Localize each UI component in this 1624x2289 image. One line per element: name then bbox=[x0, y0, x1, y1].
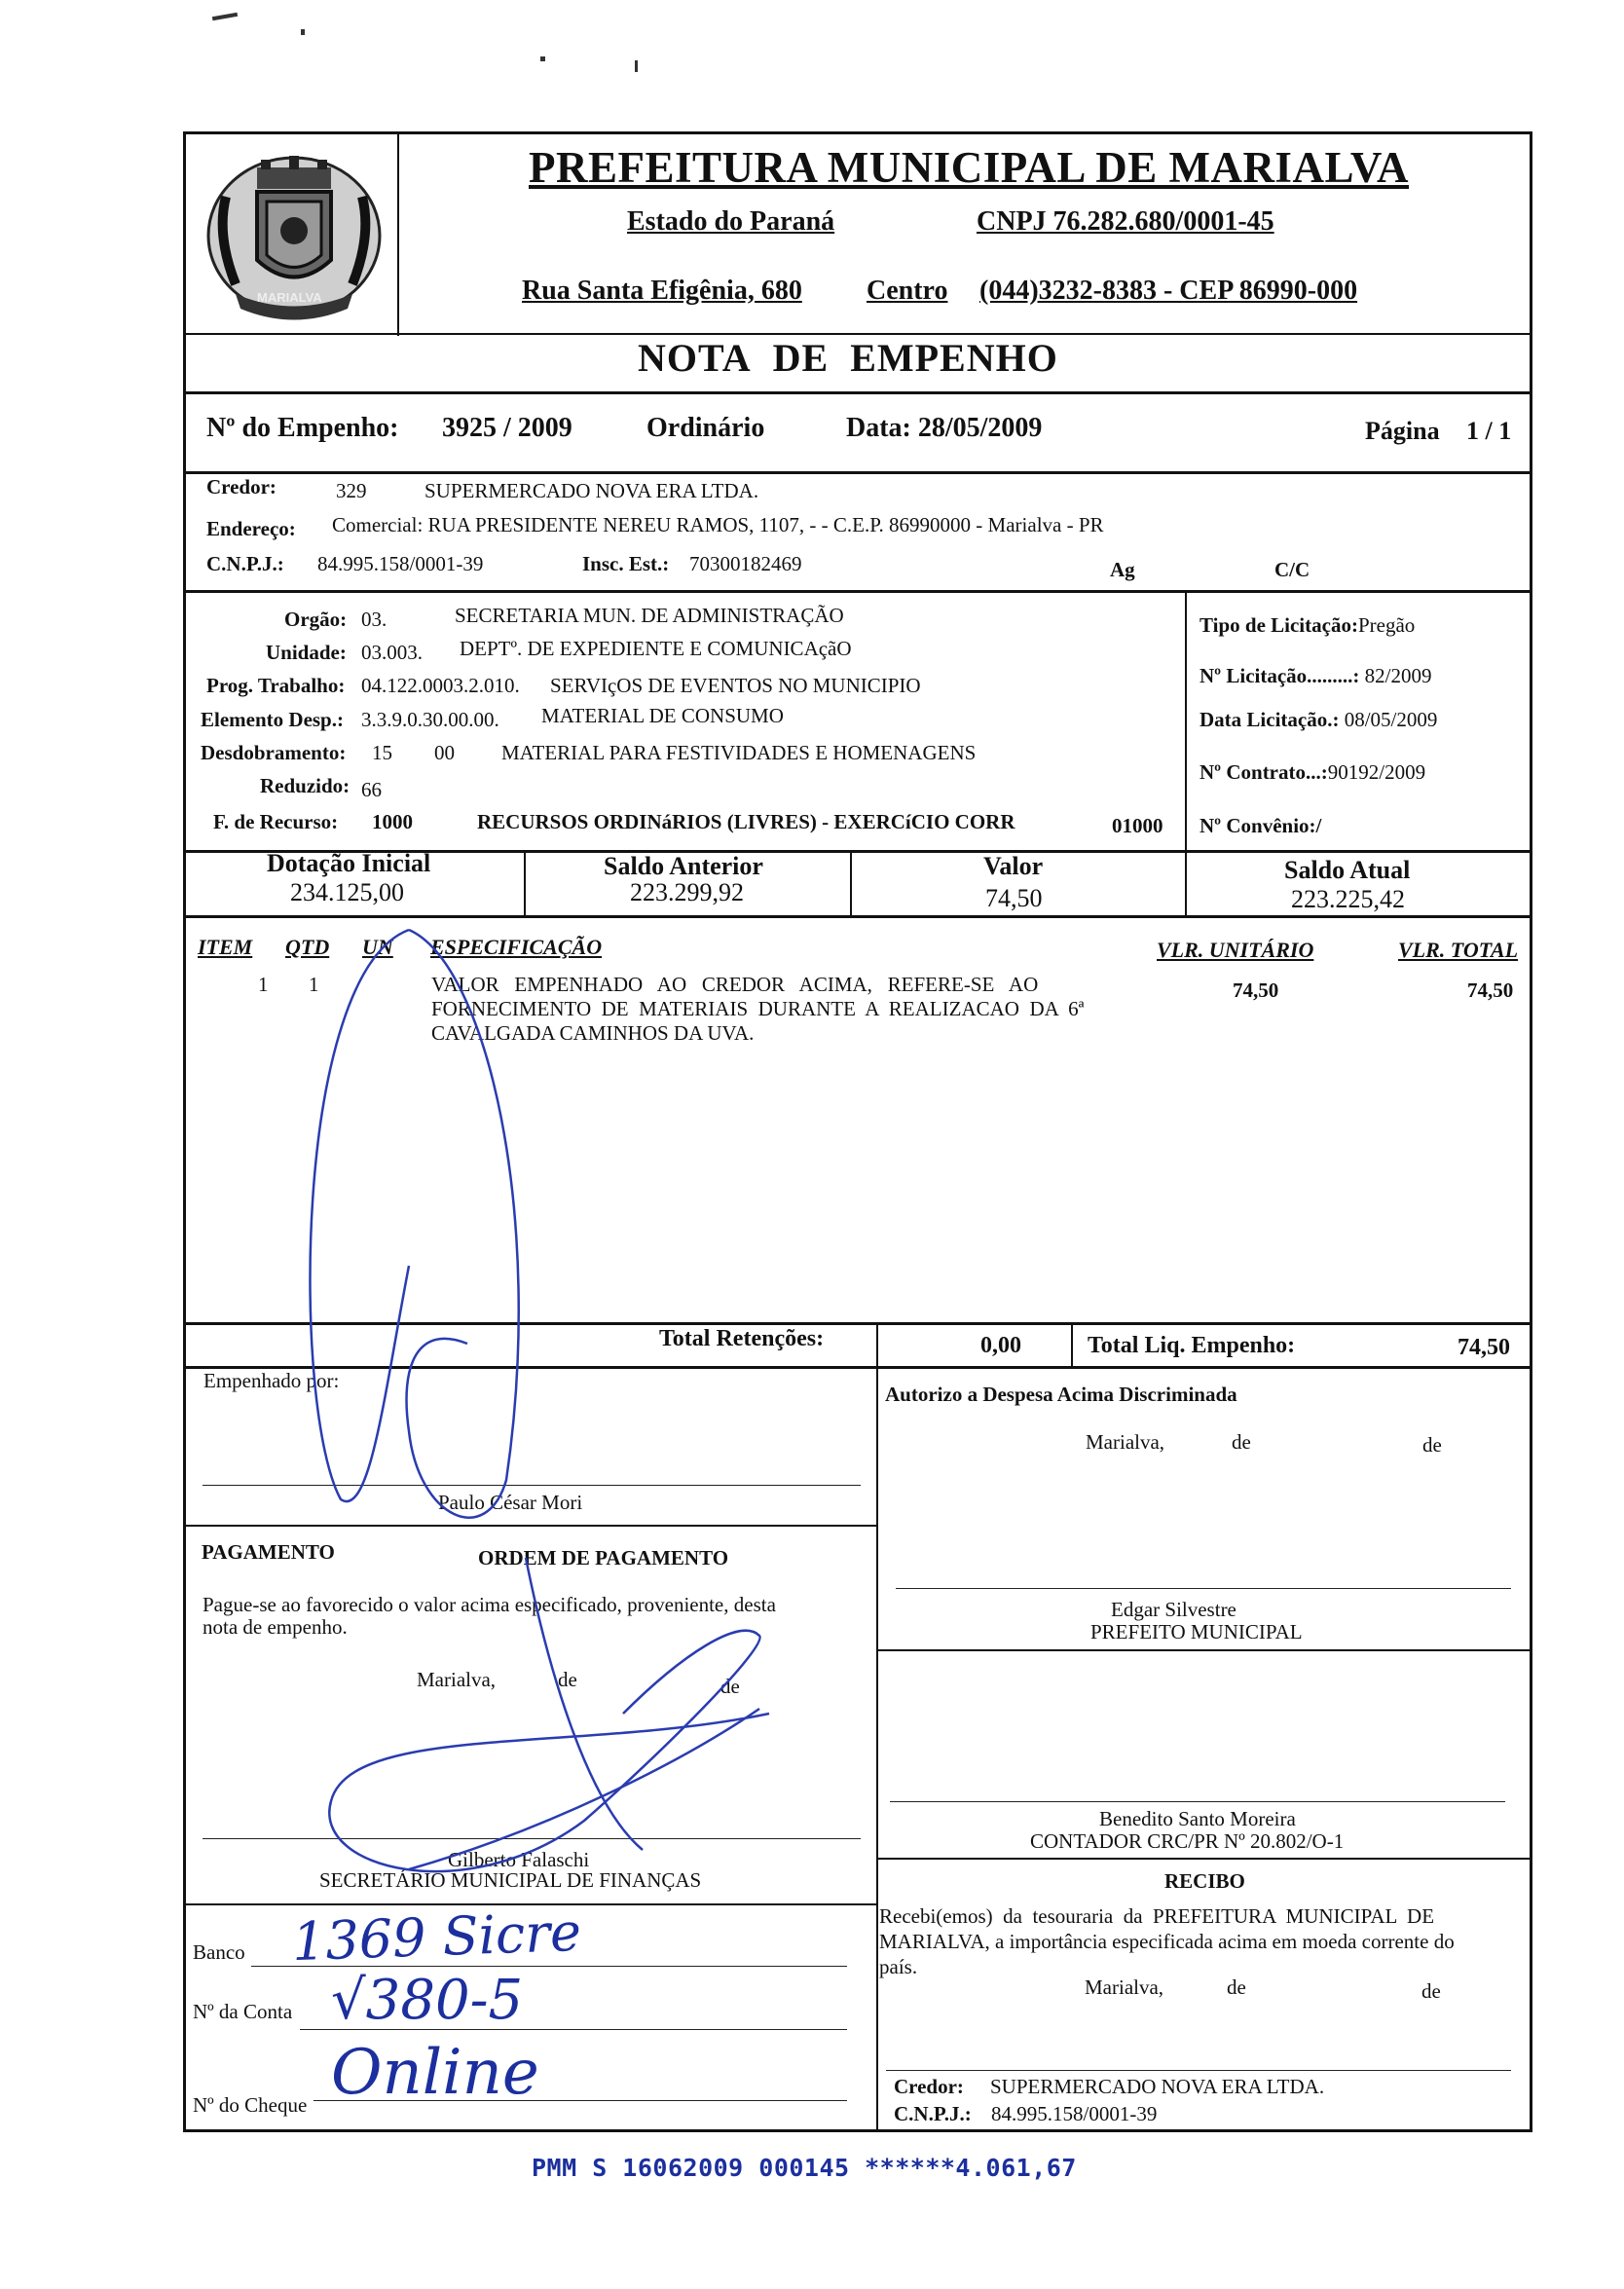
desdobramento-code1: 15 bbox=[372, 741, 392, 764]
pagamento-de1: de bbox=[558, 1668, 577, 1691]
crest-text: MARIALVA bbox=[257, 290, 322, 305]
recibo-de2: de bbox=[1421, 1979, 1441, 2003]
desdobramento-label: Desdobramento: bbox=[201, 741, 347, 764]
contador-role: CONTADOR CRC/PR Nº 20.802/O-1 bbox=[1030, 1829, 1345, 1853]
data-licitacao-label: Data Licitação.: 08/05/2009 bbox=[1200, 708, 1438, 731]
pagamento-text-line1: Pague-se ao favorecido o valor acima especificado, proveniente, desta bbox=[203, 1593, 776, 1616]
unidade-name: DEPTº. DE EXPEDIENTE E COMUNICAçãO bbox=[460, 637, 852, 660]
empenho-number-label: Nº do Empenho: bbox=[206, 413, 399, 443]
credor-cnpj: 84.995.158/0001-39 bbox=[317, 552, 484, 575]
recibo-cnpj-label: C.N.P.J.: bbox=[894, 2102, 972, 2125]
credor-label: Credor: bbox=[206, 475, 277, 498]
recibo-de1: de bbox=[1227, 1975, 1246, 1999]
recibo-city: Marialva, bbox=[1085, 1975, 1164, 1999]
reduzido-label: Reduzido: bbox=[260, 774, 351, 797]
conta-handwritten: √380-5 bbox=[331, 1969, 524, 2032]
unidade-code: 03.003. bbox=[361, 641, 423, 664]
ordem-pagamento-label: ORDEM DE PAGAMENTO bbox=[478, 1546, 729, 1569]
divider bbox=[185, 471, 1531, 474]
dotacao-label: Dotação Inicial bbox=[267, 849, 431, 877]
saldo-atual-label: Saldo Atual bbox=[1284, 856, 1411, 884]
valor-label: Valor bbox=[983, 852, 1044, 880]
header-divider bbox=[397, 133, 399, 336]
valor-value: 74,50 bbox=[985, 884, 1043, 912]
autorizo-label: Autorizo a Despesa Acima Discriminada bbox=[885, 1383, 1237, 1406]
divider bbox=[185, 1366, 1531, 1369]
street-address: Rua Santa Efigênia, 680 bbox=[522, 276, 802, 306]
orgao-code: 03. bbox=[361, 608, 388, 631]
saldo-atual-value: 223.225,42 bbox=[1291, 885, 1405, 913]
elemento-name: MATERIAL DE CONSUMO bbox=[541, 704, 784, 727]
prefeitura-title: PREFEITURA MUNICIPAL DE MARIALVA bbox=[529, 143, 1410, 192]
banco-label: Banco bbox=[193, 1940, 245, 1964]
item-total: 74,50 bbox=[1467, 978, 1514, 1002]
cheque-handwritten: Online bbox=[331, 2037, 539, 2109]
col-vlr-unitario: VLR. UNITÁRIO bbox=[1157, 938, 1314, 962]
secretario-name: Gilberto Falaschi bbox=[448, 1848, 590, 1871]
autorizo-city: Marialva, bbox=[1086, 1430, 1165, 1454]
prog-name: SERVIçOS DE EVENTOS NO MUNICIPIO bbox=[550, 674, 921, 697]
autorizo-de1: de bbox=[1232, 1430, 1251, 1454]
licitacao-divider bbox=[1185, 592, 1187, 850]
signature-line bbox=[890, 1801, 1505, 1802]
document-title: NOTA DE EMPENHO bbox=[638, 336, 1058, 380]
cheque-label: Nº do Cheque bbox=[193, 2093, 308, 2117]
elemento-code: 3.3.9.0.30.00.00. bbox=[361, 708, 499, 731]
divider bbox=[185, 1525, 877, 1527]
empenho-type: Ordinário bbox=[646, 413, 765, 443]
pagamento-text-line2: nota de empenho. bbox=[203, 1615, 348, 1639]
col-especificacao: ESPECIFICAÇÃO bbox=[430, 935, 603, 959]
state-name: Estado do Paraná bbox=[627, 206, 835, 237]
conta-label: Nº da Conta bbox=[193, 2000, 293, 2023]
recurso-code: 1000 bbox=[372, 810, 413, 833]
scan-speck bbox=[301, 29, 305, 35]
empenhado-label: Empenhado por: bbox=[203, 1369, 340, 1392]
insc-value: 70300182469 bbox=[689, 552, 802, 575]
desdobramento-code2: 00 bbox=[434, 741, 455, 764]
recurso-name: RECURSOS ORDINáRIOS (LIVRES) - EXERCíCIO CORR bbox=[477, 810, 1015, 833]
col-qtd: QTD bbox=[285, 935, 330, 959]
totals-divider bbox=[850, 852, 852, 915]
item-qtd: 1 bbox=[309, 973, 319, 996]
item-unit-price: 74,50 bbox=[1233, 978, 1279, 1002]
col-item: ITEM bbox=[198, 935, 253, 959]
tipo-licitacao-label: Tipo de Licitação:Pregão bbox=[1200, 613, 1416, 637]
recibo-cnpj: 84.995.158/0001-39 bbox=[991, 2102, 1158, 2125]
contador-name: Benedito Santo Moreira bbox=[1099, 1807, 1296, 1830]
retencoes-label: Total Retenções: bbox=[659, 1326, 825, 1351]
secretario-role: SECRETÁRIO MUNICIPAL DE FINANÇAS bbox=[319, 1868, 702, 1892]
recibo-label: RECIBO bbox=[1164, 1869, 1245, 1893]
col-un: UN bbox=[362, 935, 393, 959]
item-desc-line1: VALOR EMPENHADO AO CREDOR ACIMA, REFERE-SE AO bbox=[431, 973, 1039, 996]
divider bbox=[185, 1322, 1531, 1325]
cc-label: C/C bbox=[1274, 558, 1310, 581]
liq-empenho-label: Total Liq. Empenho: bbox=[1088, 1333, 1296, 1358]
scan-speck bbox=[540, 56, 545, 61]
credor-name: SUPERMERCADO NOVA ERA LTDA. bbox=[424, 479, 759, 502]
cnpj-label: C.N.P.J.: bbox=[206, 552, 284, 575]
ret-divider bbox=[1071, 1322, 1073, 1366]
item-desc-line3: CAVALGADA CAMINHOS DA UVA. bbox=[431, 1021, 755, 1045]
recibo-text-line1: Recebi(emos) da tesouraria da PREFEITURA MUNICIPAL DE bbox=[879, 1904, 1435, 1928]
recibo-credor-label: Credor: bbox=[894, 2075, 964, 2098]
contrato-label: Nº Contrato...:90192/2009 bbox=[1200, 760, 1426, 784]
banco-handwritten: 1369 Sicre bbox=[290, 1901, 582, 1974]
divider bbox=[185, 391, 1531, 394]
col-vlr-total: VLR. TOTAL bbox=[1398, 938, 1519, 962]
recibo-text-line3: país. bbox=[879, 1955, 918, 1978]
pagamento-label: PAGAMENTO bbox=[202, 1540, 335, 1564]
elemento-label: Elemento Desp.: bbox=[201, 708, 344, 731]
saldo-anterior-value: 223.299,92 bbox=[630, 878, 744, 906]
recibo-credor-name: SUPERMERCADO NOVA ERA LTDA. bbox=[990, 2075, 1325, 2098]
scan-speck bbox=[212, 13, 238, 20]
credor-address: Comercial: RUA PRESIDENTE NEREU RAMOS, 1107, - - C.E.P. 86990000 - Marialva - PR bbox=[332, 513, 1104, 536]
divider bbox=[876, 1649, 1531, 1651]
liq-empenho-value: 74,50 bbox=[1458, 1335, 1510, 1360]
orgao-label: Orgão: bbox=[284, 608, 348, 631]
insc-label: Insc. Est.: bbox=[582, 552, 670, 575]
empenho-date: Data: 28/05/2009 bbox=[846, 413, 1043, 443]
recurso-label: F. de Recurso: bbox=[213, 810, 339, 833]
pagamento-de2: de bbox=[720, 1675, 740, 1698]
divider bbox=[185, 590, 1531, 593]
unidade-label: Unidade: bbox=[266, 641, 347, 664]
divider bbox=[185, 915, 1531, 918]
convenio-label: Nº Convênio:/ bbox=[1200, 814, 1322, 837]
prefeito-name: Edgar Silvestre bbox=[1111, 1598, 1236, 1621]
recibo-text-line2: MARIALVA, a importância especificada acima em moeda corrente do bbox=[879, 1930, 1455, 1953]
signature-line bbox=[203, 1485, 861, 1486]
divider bbox=[876, 1858, 1531, 1860]
municipal-crest bbox=[197, 138, 391, 333]
autorizo-de2: de bbox=[1422, 1433, 1442, 1457]
prefeito-role: PREFEITO MUNICIPAL bbox=[1090, 1620, 1303, 1643]
address-label: Endereço: bbox=[206, 517, 296, 540]
signature-line bbox=[203, 1838, 861, 1839]
item-desc-line2: FORNECIMENTO DE MATERIAIS DURANTE A REALIZACAO DA 6ª bbox=[431, 997, 1085, 1020]
payment-stamp: PMM S 16062009 000145 ******4.061,67 bbox=[532, 2154, 1077, 2182]
district: Centro bbox=[867, 276, 948, 306]
retencoes-value: 0,00 bbox=[980, 1333, 1021, 1358]
credor-code: 329 bbox=[336, 479, 367, 502]
dotacao-value: 234.125,00 bbox=[290, 878, 404, 906]
signature-line bbox=[886, 2070, 1511, 2071]
saldo-anterior-label: Saldo Anterior bbox=[604, 852, 763, 880]
prog-code: 04.122.0003.2.010. bbox=[361, 674, 520, 697]
num-licitacao-label: Nº Licitação.........: 82/2009 bbox=[1200, 664, 1432, 687]
scan-speck bbox=[635, 60, 638, 72]
municipal-cnpj: CNPJ 76.282.680/0001-45 bbox=[977, 206, 1274, 237]
reduzido-value: 66 bbox=[361, 778, 382, 801]
totals-divider bbox=[524, 852, 526, 915]
desdobramento-name: MATERIAL PARA FESTIVIDADES E HOMENAGENS bbox=[501, 741, 977, 764]
empenho-number: 3925 / 2009 bbox=[442, 413, 572, 443]
prog-label: Prog. Trabalho: bbox=[206, 674, 346, 697]
recurso-number: 01000 bbox=[1112, 814, 1163, 837]
ag-label: Ag bbox=[1110, 558, 1135, 581]
section-divider bbox=[876, 1366, 878, 2132]
page-number: 1 / 1 bbox=[1466, 417, 1512, 445]
empenhado-signer: Paulo César Mori bbox=[438, 1491, 583, 1514]
item-number: 1 bbox=[258, 973, 269, 996]
pagamento-city: Marialva, bbox=[417, 1668, 497, 1691]
orgao-name: SECRETARIA MUN. DE ADMINISTRAÇÃO bbox=[455, 604, 844, 627]
ret-divider bbox=[876, 1322, 878, 1366]
signature-line bbox=[896, 1588, 1511, 1589]
page-label: Página bbox=[1365, 417, 1440, 445]
totals-divider bbox=[1185, 852, 1187, 915]
phone-cep: (044)3232-8383 - CEP 86990-000 bbox=[979, 276, 1358, 306]
